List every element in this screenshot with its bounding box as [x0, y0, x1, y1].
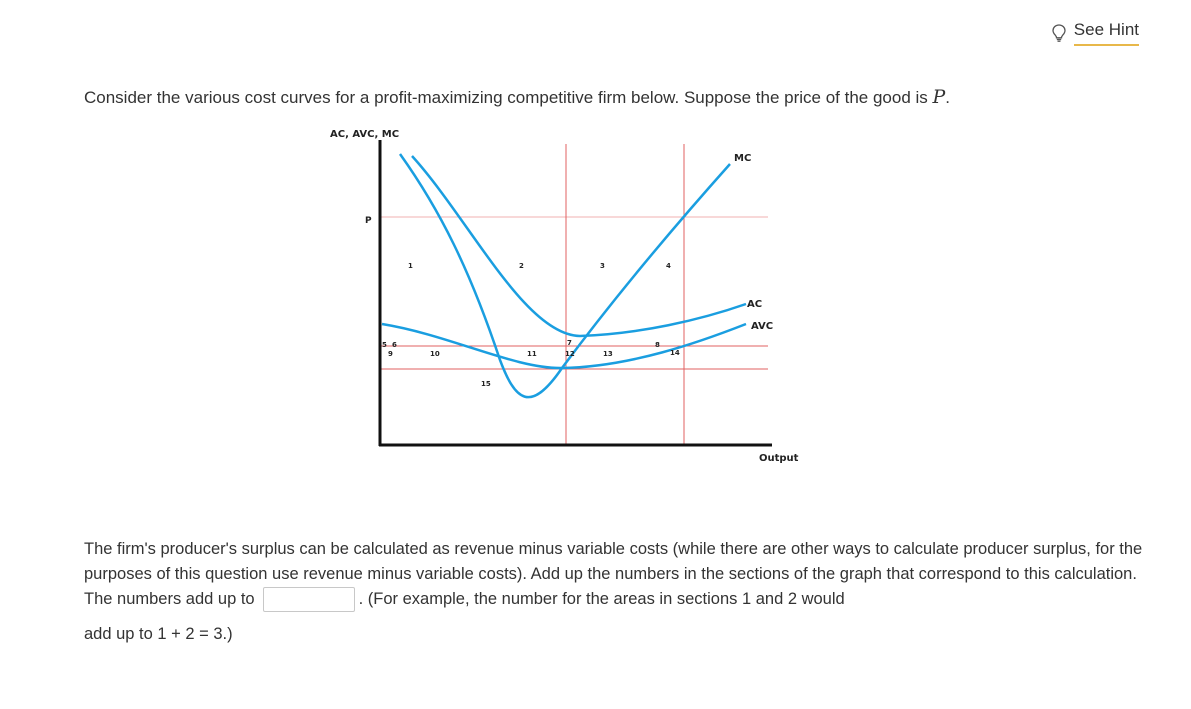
region-label: 13 [603, 350, 613, 358]
region-label: 7 [567, 339, 572, 347]
price-variable: P [932, 86, 946, 108]
ac-label: AC [747, 299, 763, 310]
mc-curve [400, 154, 730, 397]
mc-label: MC [734, 153, 752, 164]
region-label: 12 [565, 350, 575, 358]
price-label: P [365, 216, 372, 226]
y-axis-label: AC, AVC, MC [330, 129, 400, 140]
region-label: 1 [408, 262, 413, 270]
region-label: 4 [666, 262, 671, 270]
answer-example: . (For example, the number for the areas in sections 1 and 2 would [358, 590, 845, 608]
cost-curves-diagram [300, 120, 820, 470]
see-hint-button[interactable] [1052, 20, 1139, 46]
answer-input[interactable] [263, 587, 355, 612]
region-label: 15 [481, 380, 491, 388]
answer-paragraph [84, 537, 1144, 647]
answer-prompt: The firm's producer's surplus can be calculated as revenue minus variable costs (while there are other ways to calculate producer surplus, for the purposes of this question use revenue minus variable costs). Add up the numbers in the sections of the graph that correspond to this calculation. The numbers add up to [84, 540, 1143, 608]
region-label: 2 [519, 262, 524, 270]
region-label: 6 [392, 341, 397, 349]
region-label: 10 [430, 350, 440, 358]
region-label: 14 [670, 349, 680, 357]
question-text: Consider the various cost curves for a profit-maximizing competitive firm below. Suppose the price of the good is P. [84, 86, 951, 108]
region-label: 9 [388, 350, 393, 358]
avc-label: AVC [751, 321, 774, 332]
lightbulb-icon [1052, 24, 1066, 42]
ac-curve [412, 156, 746, 336]
answer-example-end: add up to 1 + 2 = 3.) [84, 625, 233, 644]
see-hint-label: See Hint [1074, 20, 1139, 46]
region-label: 11 [527, 350, 537, 358]
x-axis-label: Output [759, 453, 799, 464]
region-label: 8 [655, 341, 660, 349]
region-label: 5 [382, 341, 387, 349]
region-label: 3 [600, 262, 605, 270]
